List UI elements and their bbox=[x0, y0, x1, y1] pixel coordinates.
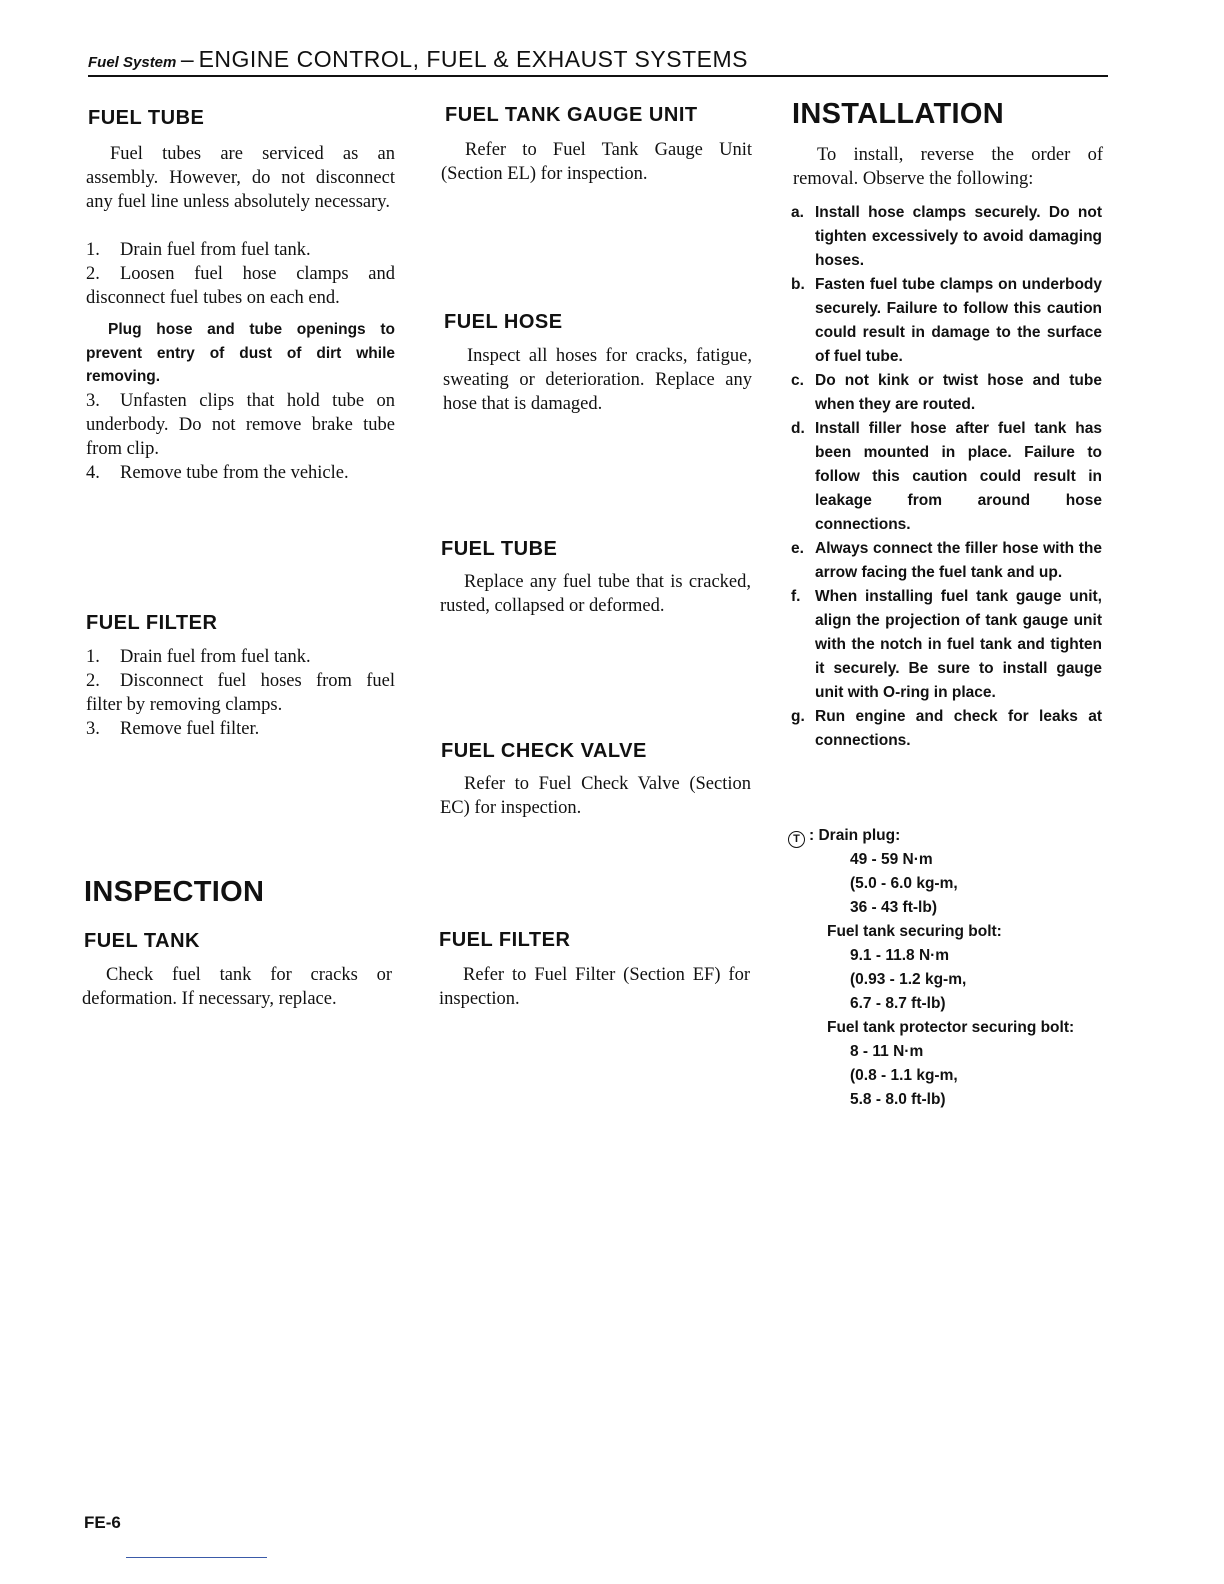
list-item: 4. Remove tube from the vehicle. bbox=[86, 463, 349, 483]
fuel-tank-inspection-text: Check fuel tank for cracks or deformation. If necessary, replace. bbox=[82, 965, 392, 1009]
torque-specifications bbox=[788, 824, 1118, 1112]
fuel-tube-steps-a bbox=[86, 238, 395, 310]
torque-value: 8 - 11 N·m bbox=[850, 1043, 924, 1060]
torque-value: 36 - 43 ft-lb) bbox=[850, 899, 937, 916]
torque-value: 9.1 - 11.8 N·m bbox=[850, 947, 950, 964]
fuel-filter-steps bbox=[86, 645, 395, 741]
list-item: 1. Drain fuel from fuel tank. bbox=[86, 647, 311, 667]
list-item: 1. Drain fuel from fuel tank. bbox=[86, 240, 311, 260]
page-number: FE-6 bbox=[84, 1513, 121, 1532]
torque-value: 6.7 - 8.7 ft-lb) bbox=[850, 995, 946, 1012]
torque-value: 5.8 - 8.0 ft-lb) bbox=[850, 1091, 946, 1108]
heading-inspection: INSPECTION bbox=[84, 876, 265, 908]
header-section-label: Fuel System bbox=[88, 54, 177, 71]
heading-installation: INSTALLATION bbox=[792, 98, 1004, 130]
fuel-tube-inspection-text: Replace any fuel tube that is cracked, rusted, collapsed or deformed. bbox=[440, 572, 751, 616]
heading-fuel-hose: FUEL HOSE bbox=[444, 311, 563, 333]
list-item: c. Do not kink or twist hose and tube when they are routed. bbox=[791, 372, 1102, 413]
gauge-unit-text: Refer to Fuel Tank Gauge Unit (Section EL) for inspection. bbox=[441, 140, 752, 184]
fuel-tube-intro: Fuel tubes are serviced as an assembly. However, do not disconnect any fuel line unless absolutely necessary. bbox=[86, 144, 395, 212]
list-item: 3. Unfasten clips that hold tube on underbody. Do not remove brake tube from clip. bbox=[86, 391, 395, 459]
check-valve-text: Refer to Fuel Check Valve (Section EC) for inspection. bbox=[440, 774, 751, 818]
list-item: 3. Remove fuel filter. bbox=[86, 719, 260, 739]
list-item: e. Always connect the filler hose with the arrow facing the fuel tank and up. bbox=[791, 540, 1102, 581]
installation-items bbox=[791, 201, 1102, 753]
torque-value: (0.8 - 1.1 kg-m, bbox=[850, 1067, 958, 1084]
heading-fuel-tube-removal: FUEL TUBE bbox=[88, 107, 205, 129]
heading-fuel-tank-gauge-unit: FUEL TANK GAUGE UNIT bbox=[445, 104, 698, 126]
list-item: a. Install hose clamps securely. Do not tighten excessively to avoid damaging hoses. bbox=[791, 204, 1102, 269]
fuel-hose-text: Inspect all hoses for cracks, fatigue, sweating or deterioration. Replace any hose that is damaged. bbox=[443, 346, 752, 414]
drain-plug-label: : Drain plug: bbox=[809, 827, 901, 844]
torque-value: 49 - 59 N·m bbox=[850, 851, 933, 868]
list-item: g. Run engine and check for leaks at connections. bbox=[791, 708, 1102, 749]
list-item: f. When installing fuel tank gauge unit, align the projection of tank gauge unit with the notch in fuel tank and tighten it securely. Be sure to install gauge unit with O-ring in place. bbox=[791, 588, 1102, 701]
torque-value: (0.93 - 1.2 kg-m, bbox=[850, 971, 967, 988]
installation-intro: To install, reverse the order of removal. Observe the following: bbox=[793, 145, 1103, 189]
heading-fuel-filter-removal: FUEL FILTER bbox=[86, 612, 218, 634]
list-item: 2. Disconnect fuel hoses from fuel filter by removing clamps. bbox=[86, 671, 395, 715]
header-title: ENGINE CONTROL, FUEL & EXHAUST SYSTEMS bbox=[198, 46, 748, 72]
heading-fuel-tank: FUEL TANK bbox=[84, 930, 200, 952]
footer-rule bbox=[126, 1557, 267, 1558]
list-item: d. Install filler hose after fuel tank has been mounted in place. Failure to follow this caution could result in leakage from around hose connections. bbox=[791, 420, 1102, 533]
securing-bolt-label: Fuel tank securing bolt: bbox=[827, 923, 1002, 940]
fuel-tube-caution-note: Plug hose and tube openings to prevent entry of dust of dirt while removing. bbox=[86, 321, 395, 385]
list-item: 2. Loosen fuel hose clamps and disconnect fuel tubes on each end. bbox=[86, 264, 395, 308]
list-item: b. Fasten fuel tube clamps on underbody securely. Failure to follow this caution could result in damage to the surface of fuel tube. bbox=[791, 276, 1102, 365]
fuel-filter-inspection-text: Refer to Fuel Filter (Section EF) for inspection. bbox=[439, 965, 750, 1009]
torque-value: (5.0 - 6.0 kg-m, bbox=[850, 875, 958, 892]
torque-icon: T bbox=[788, 831, 805, 848]
drain-plug-label-row bbox=[788, 824, 1118, 848]
protector-bolt-label: Fuel tank protector securing bolt: bbox=[827, 1019, 1075, 1036]
page-header bbox=[88, 46, 1108, 77]
heading-fuel-filter-inspection: FUEL FILTER bbox=[439, 929, 571, 951]
heading-fuel-check-valve: FUEL CHECK VALVE bbox=[441, 740, 647, 762]
heading-fuel-tube-inspection: FUEL TUBE bbox=[441, 538, 558, 560]
header-dash: – bbox=[180, 46, 195, 72]
fuel-tube-steps-b bbox=[86, 389, 395, 485]
